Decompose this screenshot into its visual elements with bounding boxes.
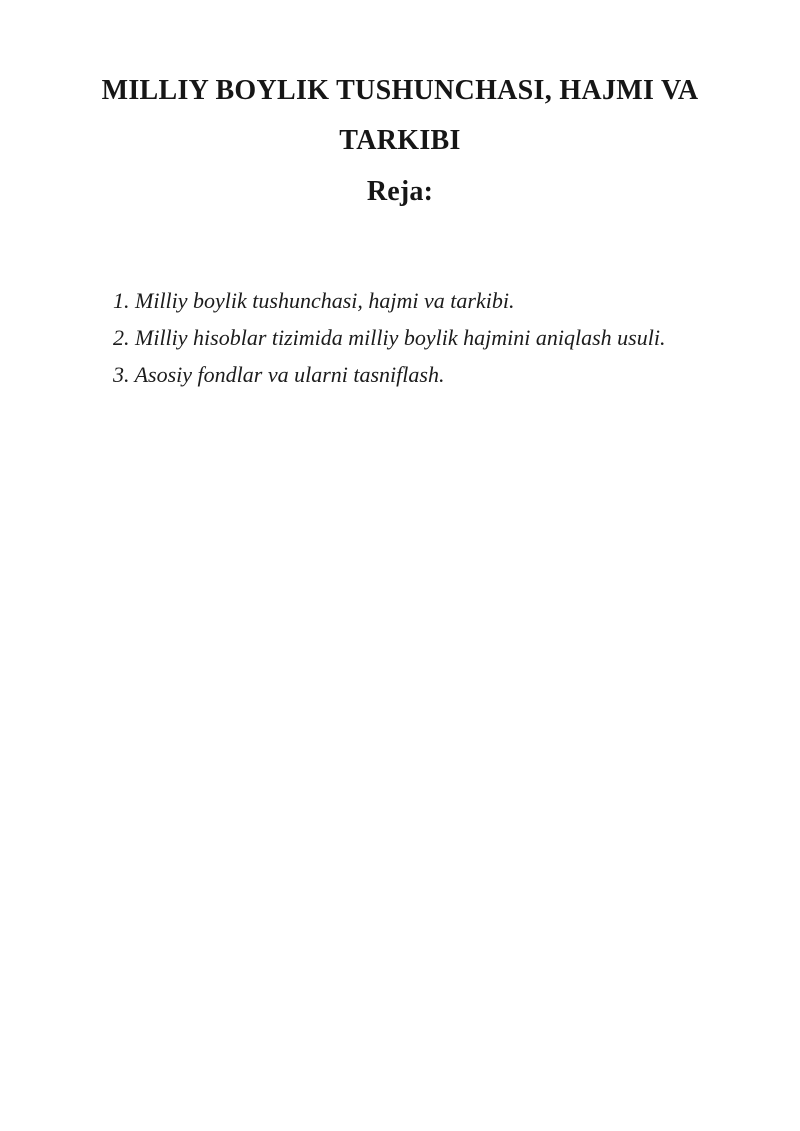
document-title-line-2: TARKIBI: [339, 125, 461, 156]
document-title: [0, 0, 800, 166]
plan-item-1: 1. Milliy boylik tushunchasi, hajmi va tarkibi.: [113, 288, 515, 313]
plan-list: [113, 282, 760, 393]
plan-item-3: 3. Asosiy fondlar va ularni tasniflash.: [113, 362, 445, 387]
section-heading-reja: Reja:: [366, 176, 434, 207]
document-title-line-1: MILLIY BOYLIK TUSHUNCHASI, HAJMI VA: [101, 75, 699, 106]
plan-item-2: 2. Milliy hisoblar tizimida milliy boylik hajmini aniqlash usuli.: [113, 325, 666, 350]
